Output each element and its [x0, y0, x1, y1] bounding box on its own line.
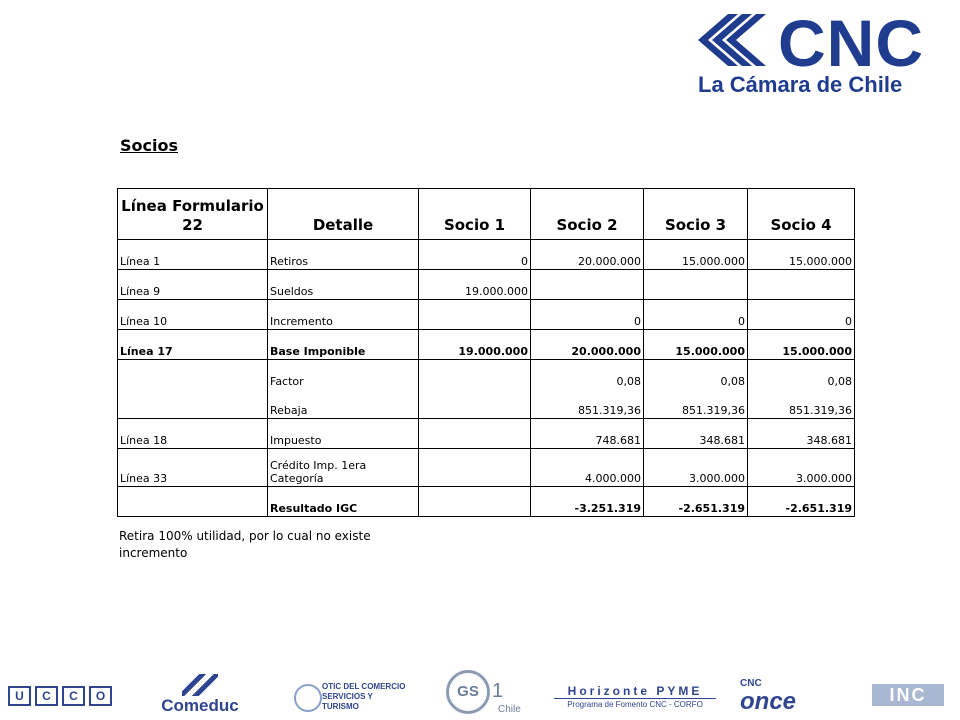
otic-mark-icon [294, 684, 322, 712]
partner-logo-strip [0, 672, 960, 720]
cell-socio-3: -2.651.319 [644, 487, 748, 517]
cnc-once-small-text: CNC [740, 678, 762, 689]
header-detalle: Detalle [268, 189, 419, 240]
cell-socio-4: 0,08 [748, 360, 855, 390]
horizonte-logo-title: Horizonte PYME [567, 684, 703, 698]
cell-linea: Línea 1 [118, 240, 268, 270]
cell-linea [118, 487, 268, 517]
cell-socio-3: 15.000.000 [644, 240, 748, 270]
cell-linea [118, 360, 268, 390]
otic-logo-text: OTIC DEL COMERCIO SERVICIOS Y TURISMO [322, 682, 406, 711]
cell-linea: Línea 10 [118, 300, 268, 330]
comeduc-mark-icon [182, 674, 218, 696]
cell-socio-1 [419, 487, 531, 517]
header-linea: Línea Formulario 22 [118, 189, 268, 240]
cnc-logo-text: CNC [778, 6, 924, 80]
cell-socio-2: 0,08 [531, 360, 644, 390]
cell-socio-3: 3.000.000 [644, 449, 748, 487]
ucco-letter: C [35, 686, 58, 706]
gs1-logo-text: GS [446, 670, 490, 714]
table-row [118, 419, 855, 449]
table-row [118, 360, 855, 390]
cell-detalle: Sueldos [268, 270, 419, 300]
cell-linea: Línea 18 [118, 419, 268, 449]
cell-socio-3: 851.319,36 [644, 389, 748, 419]
gs1-logo-country: Chile [498, 704, 521, 715]
cell-socio-1 [419, 389, 531, 419]
cell-socio-4 [748, 270, 855, 300]
cell-linea [118, 389, 268, 419]
cell-detalle: Incremento [268, 300, 419, 330]
cell-socio-2: 4.000.000 [531, 449, 644, 487]
cell-socio-1 [419, 300, 531, 330]
cell-detalle: Factor [268, 360, 419, 390]
ucco-letter: U [8, 686, 31, 706]
ucco-letter: C [62, 686, 85, 706]
cell-socio-1 [419, 449, 531, 487]
cell-socio-1 [419, 419, 531, 449]
header-socio-3: Socio 3 [644, 189, 748, 240]
cell-socio-4: 348.681 [748, 419, 855, 449]
footnote: Retira 100% utilidad, por lo cual no existe incremento [119, 529, 371, 560]
cell-socio-4: 15.000.000 [748, 330, 855, 360]
table-row [118, 240, 855, 270]
cell-socio-1: 19.000.000 [419, 270, 531, 300]
cell-detalle: Crédito Imp. 1era Categoría [268, 449, 419, 487]
cell-socio-4: 15.000.000 [748, 240, 855, 270]
gs1-logo [446, 670, 526, 720]
cell-socio-2: 0 [531, 300, 644, 330]
comeduc-logo [156, 674, 244, 716]
header-socio-4: Socio 4 [748, 189, 855, 240]
cell-socio-2: 851.319,36 [531, 389, 644, 419]
cell-socio-2: 748.681 [531, 419, 644, 449]
cell-detalle: Rebaja [268, 389, 419, 419]
page-title: Socios [120, 136, 178, 155]
cell-socio-2 [531, 270, 644, 300]
header-socio-1: Socio 1 [419, 189, 531, 240]
table-row [118, 449, 855, 487]
ucco-letter: O [89, 686, 112, 706]
cell-linea: Línea 9 [118, 270, 268, 300]
cnc-once-logo [740, 678, 812, 714]
cell-socio-3: 15.000.000 [644, 330, 748, 360]
cell-socio-3: 0 [644, 300, 748, 330]
cell-detalle: Base Imponible [268, 330, 419, 360]
table-header-row [118, 189, 855, 240]
cell-socio-1 [419, 360, 531, 390]
table-row [118, 270, 855, 300]
table-row [118, 300, 855, 330]
inc-logo: INC [872, 684, 944, 706]
horizonte-logo-subtitle: Programa de Fomento CNC - CORFO [554, 698, 716, 711]
table-row [118, 389, 855, 419]
cell-socio-1: 19.000.000 [419, 330, 531, 360]
cell-detalle: Resultado IGC [268, 487, 419, 517]
cell-socio-3: 348.681 [644, 419, 748, 449]
table-row [118, 330, 855, 360]
cnc-once-text: once [740, 688, 797, 715]
socios-table [117, 188, 855, 517]
ucco-logo [8, 686, 112, 706]
cell-linea: Línea 33 [118, 449, 268, 487]
cell-socio-2: 20.000.000 [531, 330, 644, 360]
horizonte-pyme-logo [554, 684, 716, 711]
cell-socio-4: -2.651.319 [748, 487, 855, 517]
cell-linea: Línea 17 [118, 330, 268, 360]
cell-socio-2: 20.000.000 [531, 240, 644, 270]
cnc-logo-tagline: La Cámara de Chile [698, 72, 903, 97]
cell-socio-2: -3.251.319 [531, 487, 644, 517]
cell-socio-3 [644, 270, 748, 300]
gs1-logo-one: 1 [492, 680, 504, 702]
table-row [118, 487, 855, 517]
cell-socio-1: 0 [419, 240, 531, 270]
cell-detalle: Retiros [268, 240, 419, 270]
cell-socio-3: 0,08 [644, 360, 748, 390]
cell-socio-4: 0 [748, 300, 855, 330]
comeduc-logo-text: Comeduc [161, 696, 239, 715]
cell-socio-4: 3.000.000 [748, 449, 855, 487]
cnc-logo [692, 6, 954, 102]
cell-detalle: Impuesto [268, 419, 419, 449]
otic-logo [294, 682, 410, 712]
header-socio-2: Socio 2 [531, 189, 644, 240]
cell-socio-4: 851.319,36 [748, 389, 855, 419]
cnc-logo-stripes-icon [692, 10, 784, 74]
